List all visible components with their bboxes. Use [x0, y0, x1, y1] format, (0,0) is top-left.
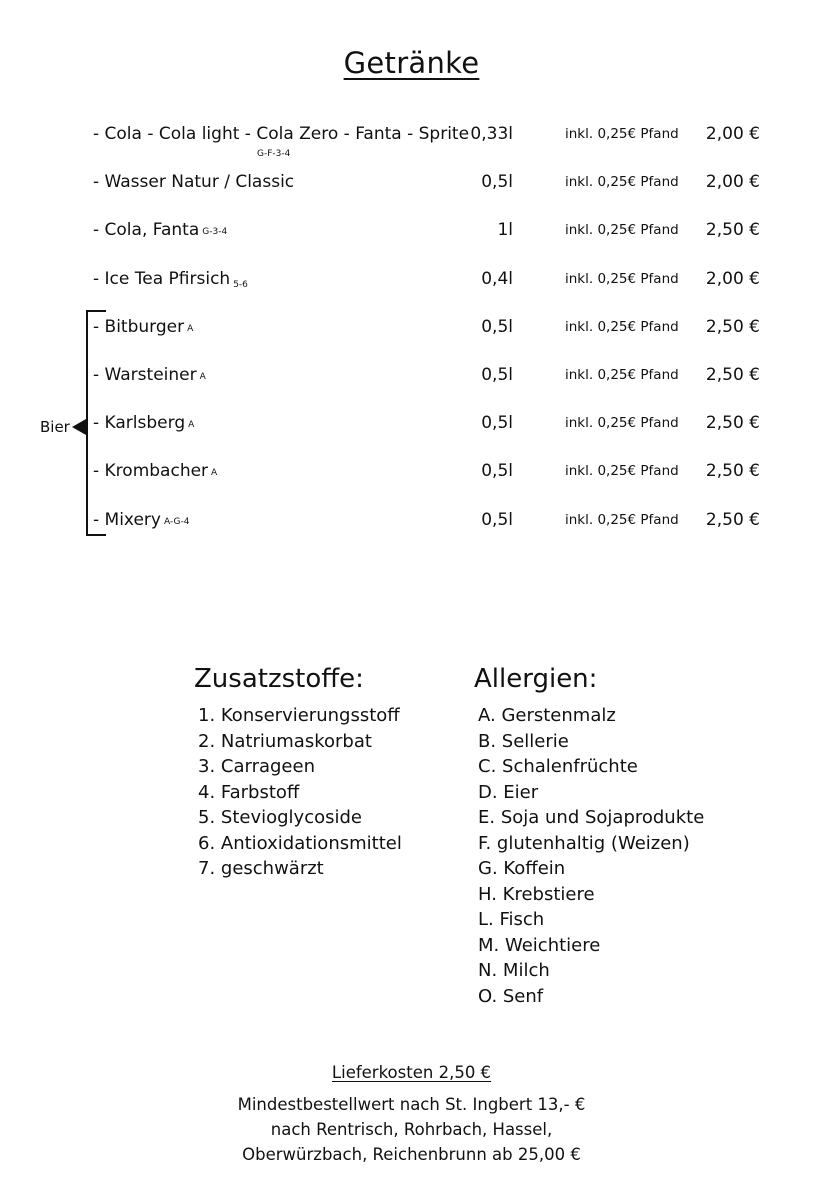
drink-name-wrap [93, 365, 206, 385]
drink-name: - Mixery [93, 510, 161, 530]
drink-volume: 0,5l [481, 172, 513, 192]
list-item: G. Koffein [478, 858, 566, 879]
drink-codes: A [199, 372, 206, 382]
drink-volume: 0,5l [481, 510, 513, 530]
minimum-order-line: Mindestbestellwert nach St. Ingbert 13,- € [237, 1095, 586, 1114]
drink-volume: 0,5l [481, 365, 513, 385]
drink-row [0, 220, 823, 250]
drink-price: 2,50 € [705, 413, 760, 433]
drink-codes: A [211, 468, 218, 478]
list-item: D. Eier [478, 781, 539, 803]
allergens-list [478, 703, 704, 1009]
drink-name: - Cola, Fanta [93, 220, 200, 240]
drink-deposit: inkl. 0,25€ Pfand [565, 319, 679, 335]
list-item: C. Schalenfrüchte [478, 756, 638, 777]
list-item: 7. geschwärzt [198, 858, 324, 879]
drink-name: - Bitburger [93, 317, 185, 337]
drink-price: 2,50 € [705, 317, 760, 337]
drink-row [0, 172, 823, 202]
drink-name-wrap [93, 510, 189, 530]
drink-price: 2,00 € [705, 124, 760, 144]
additives-list [198, 703, 402, 882]
drink-volume: 0,33l [470, 124, 513, 144]
drink-volume: 0,4l [481, 269, 513, 289]
drink-deposit: inkl. 0,25€ Pfand [565, 126, 679, 142]
drink-price: 2,50 € [705, 220, 760, 240]
drink-name: - Cola - Cola light - Cola Zero - Fanta - Sprite [93, 124, 470, 144]
drink-codes: G-3-4 [202, 227, 228, 237]
drink-row [0, 510, 823, 540]
drink-price: 2,50 € [705, 461, 760, 481]
drink-name-wrap [93, 461, 217, 481]
drink-name-wrap [93, 413, 194, 433]
drink-codes: G-F-3-4 [257, 149, 291, 159]
list-item: M. Weichtiere [478, 934, 601, 956]
drink-row [0, 413, 823, 443]
list-item: F. glutenhaltig (Weizen) [478, 832, 690, 854]
list-item: B. Sellerie [478, 730, 569, 752]
drink-deposit: inkl. 0,25€ Pfand [565, 174, 679, 190]
drink-name: - Karlsberg [93, 413, 186, 433]
drink-name: - Krombacher [93, 461, 209, 481]
page-title: Getränke [343, 46, 480, 80]
drink-volume: 0,5l [481, 413, 513, 433]
list-item: 4. Farbstoff [198, 781, 300, 803]
drink-codes: A [188, 420, 195, 430]
list-item: 5. Stevioglycoside [198, 807, 362, 828]
drink-volume: 0,5l [481, 461, 513, 481]
list-item: N. Milch [478, 960, 550, 981]
drink-name: - Warsteiner [93, 365, 197, 385]
drink-row [0, 317, 823, 347]
drink-row [0, 269, 823, 299]
drink-name-wrap [93, 220, 227, 240]
drink-codes: A-G-4 [163, 517, 190, 527]
drink-deposit: inkl. 0,25€ Pfand [565, 271, 679, 287]
drink-price: 2,00 € [705, 269, 760, 289]
drink-row [0, 461, 823, 491]
list-item: A. Gerstenmalz [478, 705, 616, 726]
drink-deposit: inkl. 0,25€ Pfand [565, 415, 679, 431]
allergens-heading: Allergien: [474, 664, 598, 694]
list-item: 6. Antioxidationsmittel [198, 832, 402, 854]
delivery-info [0, 1060, 823, 1167]
drink-row [0, 124, 823, 154]
minimum-order-line: Oberwürzbach, Reichenbrunn ab 25,00 € [242, 1145, 581, 1164]
drink-volume: 0,5l [481, 317, 513, 337]
drink-deposit: inkl. 0,25€ Pfand [565, 222, 679, 238]
drink-name: - Wasser Natur / Classic [93, 172, 295, 192]
drink-name-wrap [93, 269, 248, 290]
drink-deposit: inkl. 0,25€ Pfand [565, 463, 679, 479]
list-item: 2. Natriumaskorbat [198, 730, 372, 752]
drink-price: 2,00 € [705, 172, 760, 192]
drink-codes: A [187, 324, 194, 334]
drink-name-wrap [93, 317, 193, 337]
drink-codes: 5-6 [233, 280, 248, 290]
delivery-cost: Lieferkosten 2,50 € [331, 1063, 492, 1082]
list-item: 1. Konservierungsstoff [198, 705, 400, 726]
drink-volume: 1l [497, 220, 513, 240]
drink-deposit: inkl. 0,25€ Pfand [565, 512, 679, 528]
minimum-order-line: nach Rentrisch, Rohrbach, Hassel, [270, 1120, 553, 1139]
beer-group-label: Bier [40, 418, 70, 436]
list-item: H. Krebstiere [478, 883, 595, 905]
list-item: E. Soja und Sojaprodukte [478, 807, 705, 828]
list-item: L. Fisch [478, 909, 545, 930]
drink-deposit: inkl. 0,25€ Pfand [565, 367, 679, 383]
drink-row [0, 365, 823, 395]
drink-name: - Ice Tea Pfirsich [93, 269, 231, 289]
additives-heading: Zusatzstoffe: [194, 664, 364, 694]
list-item: O. Senf [478, 985, 544, 1007]
list-item: 3. Carrageen [198, 756, 315, 777]
drink-price: 2,50 € [705, 365, 760, 385]
drink-price: 2,50 € [705, 510, 760, 530]
